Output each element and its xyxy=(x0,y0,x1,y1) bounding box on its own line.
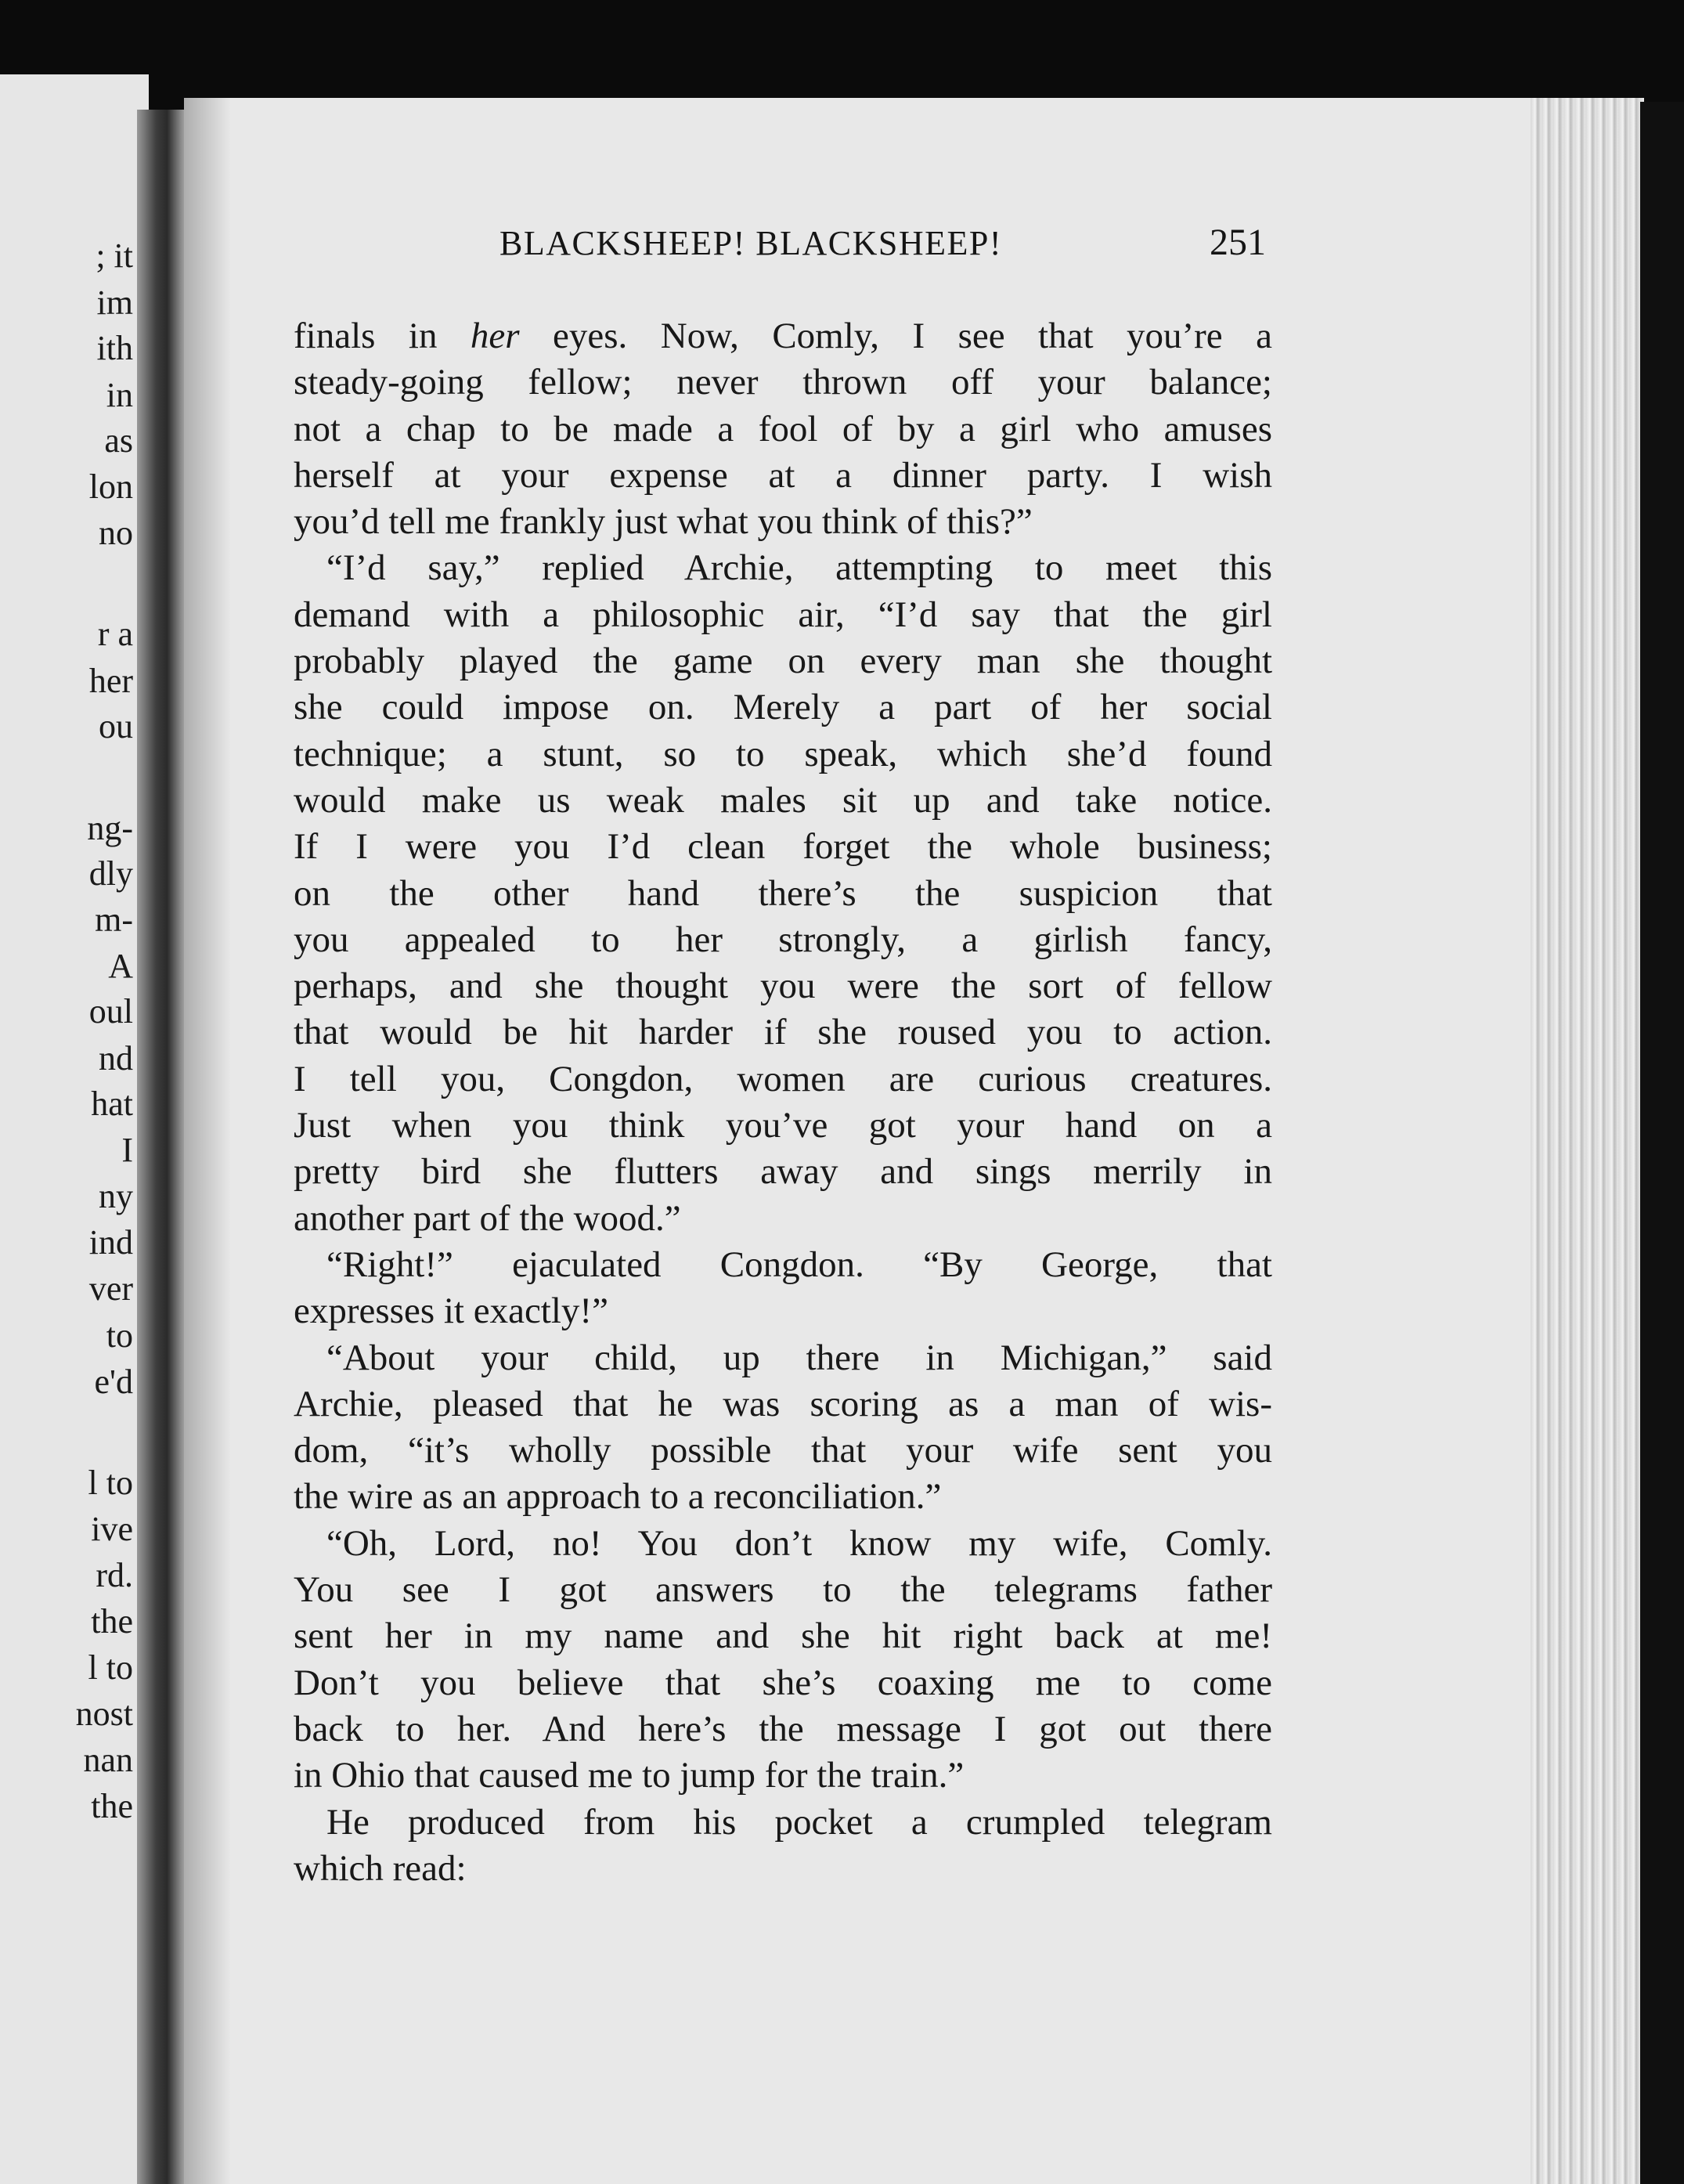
left-page-fragment: ng- xyxy=(87,809,133,847)
body-text xyxy=(294,313,1272,1892)
left-page-fragment: no xyxy=(99,514,133,552)
text-line: that would be hit harder if she roused you to action. xyxy=(294,1012,1272,1053)
text-line: steady-going fellow; never thrown off your balance; xyxy=(294,362,1272,403)
left-page-fragment: I xyxy=(121,1131,133,1169)
left-page-fragment: rd. xyxy=(96,1556,133,1594)
page-number: 251 xyxy=(1210,222,1266,263)
text-line: finals in her eyes. Now, Comly, I see that you’re a xyxy=(294,316,1272,356)
left-page-fragment: dly xyxy=(88,854,133,893)
left-page-fragment: l to xyxy=(88,1648,133,1687)
text-line: I tell you, Congdon, women are curious creatures. xyxy=(294,1058,1272,1099)
left-page-fragment: l to xyxy=(88,1464,133,1502)
left-page-fragment: in xyxy=(106,376,133,414)
running-head-title: BLACKSHEEP! BLACKSHEEP! xyxy=(499,224,1002,262)
text-line: she could impose on. Merely a part of her social xyxy=(294,687,1272,728)
text-line: in Ohio that caused me to jump for the train.” xyxy=(294,1755,965,1796)
text-line: would make us weak males sit up and take notice. xyxy=(294,779,1272,821)
text-line: herself at your expense at a dinner party. I wish xyxy=(294,454,1272,496)
left-page-fragment: r a xyxy=(97,615,133,653)
left-page-fragment: A xyxy=(108,947,133,985)
left-page-fragment: im xyxy=(96,283,133,322)
left-page-fragment: ver xyxy=(88,1269,133,1308)
left-page-fragment: lon xyxy=(88,467,133,506)
text-line: not a chap to be made a fool of by a girl who amuses xyxy=(294,408,1272,449)
text-line: back to her. And here’s the message I got out there xyxy=(294,1708,1272,1749)
text-line: “About your child, up there in Michigan,” said xyxy=(326,1337,1272,1378)
text-line: “Oh, Lord, no! You don’t know my wife, Comly. xyxy=(326,1522,1272,1564)
text-line: the wire as an approach to a reconciliation.” xyxy=(294,1476,942,1518)
left-page-fragment: the xyxy=(91,1787,133,1825)
left-page-fragment: ind xyxy=(88,1223,133,1262)
left-facing-page xyxy=(0,74,149,2184)
page-shadow xyxy=(184,98,231,2184)
left-page-fragment: ive xyxy=(91,1510,133,1548)
left-page-fragment: ; it xyxy=(96,236,133,275)
text-line: which read: xyxy=(294,1847,467,1889)
text-line: Just when you think you’ve got your hand on a xyxy=(294,1105,1272,1146)
text-line: “I’d say,” replied Archie, attempting to meet this xyxy=(326,547,1272,589)
left-page-fragment: the xyxy=(91,1602,133,1641)
left-page-fragment: oul xyxy=(88,992,133,1031)
left-page-fragment: to xyxy=(106,1316,133,1355)
text-line: “Right!” ejaculated Congdon. “By George, that xyxy=(326,1244,1272,1285)
text-line: pretty bird she flutters away and sings merrily in xyxy=(294,1151,1272,1193)
running-head xyxy=(499,223,1094,270)
left-page-fragment: ou xyxy=(99,707,133,745)
text-line: on the other hand there’s the suspicion that xyxy=(294,872,1272,914)
text-line: another part of the wood.” xyxy=(294,1197,681,1239)
text-line: sent her in my name and she hit right back at me! xyxy=(294,1615,1272,1657)
left-page-fragment: as xyxy=(104,421,133,460)
scan-border xyxy=(1640,102,1684,2184)
text-line: You see I got answers to the telegrams father xyxy=(294,1569,1272,1611)
left-page-fragment: e'd xyxy=(94,1363,133,1401)
text-line: expresses it exactly!” xyxy=(294,1291,608,1332)
page-edge-stack xyxy=(1531,98,1644,2184)
text-line: probably played the game on every man she thought xyxy=(294,641,1272,682)
text-line: If I were you I’d clean forget the whole business; xyxy=(294,826,1272,868)
text-line: you’d tell me frankly just what you think of this?” xyxy=(294,501,1033,543)
left-page-fragment: her xyxy=(88,662,133,700)
left-page-fragment: m- xyxy=(95,901,133,939)
text-line: demand with a philosophic air, “I’d say that the girl xyxy=(294,594,1272,635)
text-line: you appealed to her strongly, a girlish fancy, xyxy=(294,919,1272,960)
left-page-fragment: nost xyxy=(75,1695,133,1733)
left-page-fragment: nan xyxy=(83,1741,133,1779)
left-page-fragment: nd xyxy=(99,1039,133,1078)
text-line: dom, “it’s wholly possible that your wife sent you xyxy=(294,1430,1272,1471)
text-line: He produced from his pocket a crumpled telegram xyxy=(326,1801,1272,1843)
left-page-fragment: hat xyxy=(91,1085,133,1123)
text-line: Don’t you believe that she’s coaxing me to come xyxy=(294,1662,1272,1703)
text-line: Archie, pleased that he was scoring as a man of wis- xyxy=(294,1383,1272,1424)
left-page-fragment: ith xyxy=(96,329,133,367)
left-page-fragment: ny xyxy=(99,1177,133,1215)
text-line: perhaps, and she thought you were the sort of fellow xyxy=(294,966,1272,1007)
text-line: technique; a stunt, so to speak, which she’d found xyxy=(294,733,1272,774)
